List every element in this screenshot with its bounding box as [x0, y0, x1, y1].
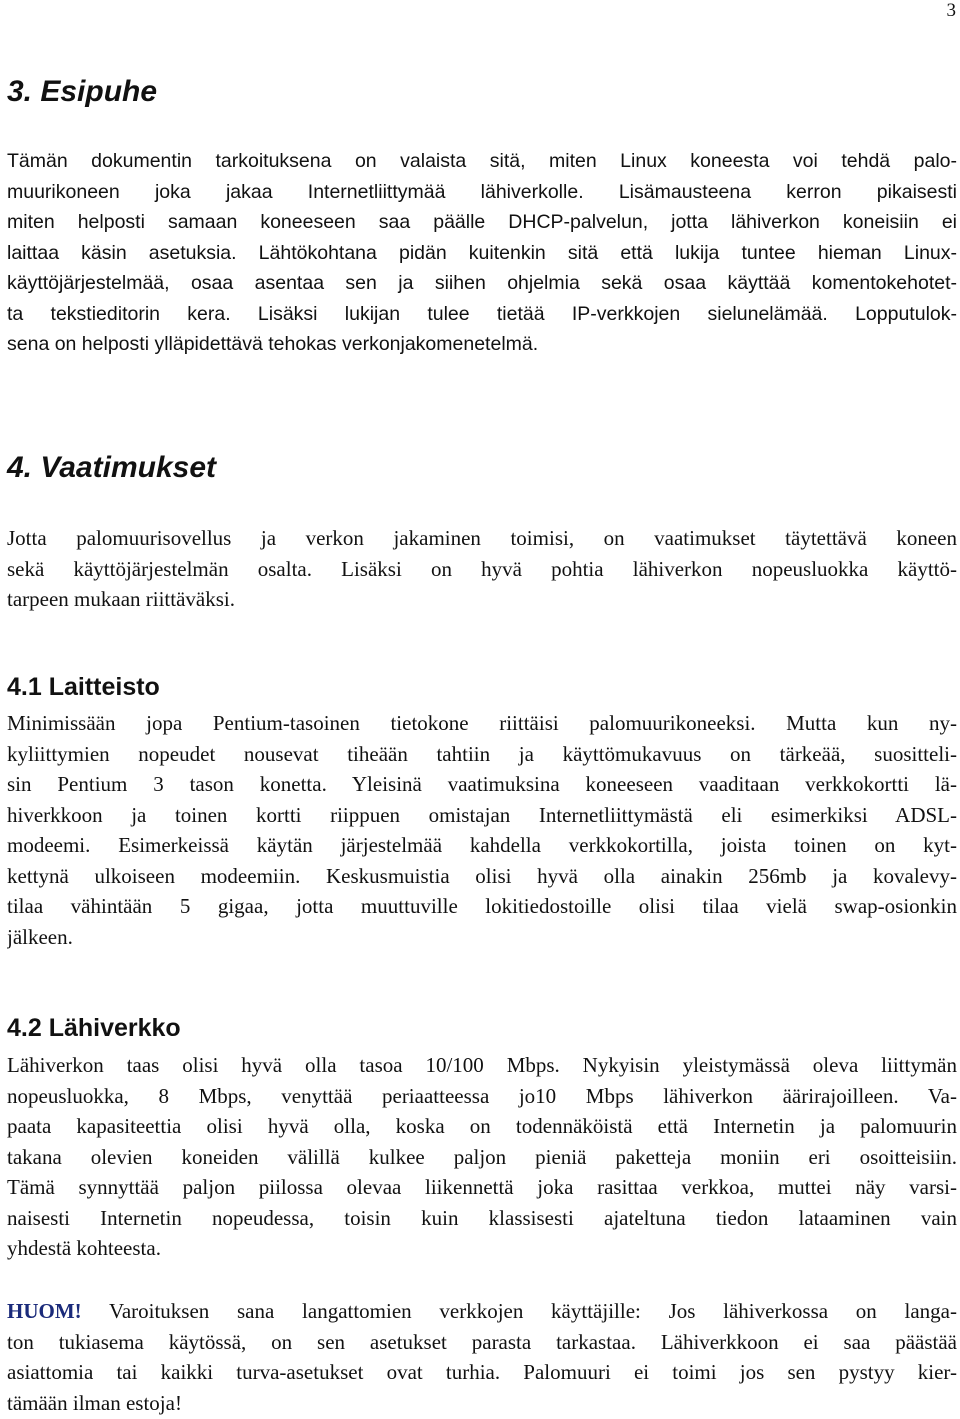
text-line: yhdestä kohteesta. [7, 1236, 161, 1260]
heading-esipuhe: 3. Esipuhe [7, 75, 158, 108]
text-line: Lähiverkon taas olisi hyvä olla tasoa 10/100 Mbps. Nykyisin yleistymässä oleva liittymän [7, 1053, 957, 1077]
warning-first-line-text: Varoituksen sana langattomien verkkojen käyttäjille: Jos lähiverkossa on langa- [81, 1299, 957, 1323]
paragraph-vaatimukset [7, 523, 957, 615]
text-line: miten helposti samaan koneeseen saa päälle DHCP-palvelun, jotta lähiverkon koneisiin ei [7, 211, 957, 233]
text-line: paata kapasiteettia olisi hyvä olla, koska on todennäköistä että Internetin ja palomuurin [7, 1114, 957, 1138]
text-line: Tämän dokumentin tarkoituksena on valaista sitä, miten Linux koneesta voi tehdä palo- [7, 150, 957, 172]
text-line: ton tukiasema käytössä, on sen asetukset parasta tarkastaa. Lähiverkkoon ei saa päästää [7, 1329, 957, 1354]
text-line: Minimissään jopa Pentium-tasoinen tietokone riittäisi palomuurikoneeksi. Mutta kun ny- [7, 711, 957, 735]
text-line: Tämä synnyttää paljon piilossa olevaa liikennettä joka rasittaa verkkoa, muttei näy varsi- [7, 1175, 957, 1199]
warning-paragraph [7, 1296, 957, 1418]
text-line: sin Pentium 3 tason konetta. Yleisinä vaatimuksina koneeseen vaaditaan verkkokortti lä- [7, 772, 957, 796]
text-line: naisesti Internetin nopeudessa, toisin kuin klassisesti ajateltuna tiedon lataaminen vain [7, 1205, 957, 1230]
text-line: kettynä ulkoiseen modeemiin. Keskusmuistia olisi hyvä olla ainakin 256mb ja kovalevy- [7, 863, 957, 888]
text-line: modeemi. Esimerkeissä käytän järjestelmää kahdella verkkokortilla, joista toinen on kyt- [7, 833, 957, 857]
warning-first-line [7, 1296, 957, 1327]
text-line: takana olevien koneiden välillä kulkee paljon pieniä paketteja moniin eri osoitteisiin. [7, 1144, 957, 1169]
paragraph-lahiverkko [7, 1050, 957, 1264]
text-line: laittaa käsin asetuksia. Lähtökohtana pidän kuitenkin sitä että lukija tuntee hieman Linux- [7, 241, 957, 264]
text-line: muurikoneen joka jakaa Internetliittymää lähiverkolle. Lisämausteena kerron pikaisesti [7, 180, 957, 203]
text-line: ta tekstieditorin kera. Lisäksi lukijan tulee tietää IP-verkkojen sielunelämää. Lopputulok- [7, 302, 957, 325]
text-line: tilaa vähintään 5 gigaa, jotta muuttuville lokitiedostoille olisi tilaa vielä swap-osionkin [7, 894, 957, 918]
page-number: 3 [946, 0, 956, 21]
text-line: jälkeen. [7, 924, 73, 949]
text-line: sena on helposti ylläpidettävä tehokas verkonjakomenetelmä. [7, 333, 539, 355]
text-line: sekä käyttöjärjestelmän osalta. Lisäksi on hyvä pohtia lähiverkon nopeusluokka käyttö- [7, 556, 957, 581]
paragraph-esipuhe [7, 146, 957, 360]
text-line: Jotta palomuurisovellus ja verkon jakaminen toimisi, on vaatimukset täytettävä koneen [7, 526, 957, 550]
text-line: nopeusluokka, 8 Mbps, venyttää periaatteessa jo10 Mbps lähiverkon äärirajoilleen. Va- [7, 1083, 957, 1108]
text-line: tarpeen mukaan riittäväksi. [7, 587, 235, 611]
text-line: kyliittymien nopeudet nousevat tiheään tahtiin ja käyttömukavuus on tärkeää, suositteli- [7, 741, 957, 766]
heading-laitteisto: 4.1 Laitteisto [7, 673, 160, 701]
paragraph-laitteisto [7, 708, 957, 952]
warning-label: HUOM! [7, 1299, 82, 1323]
text-line: asiattomia tai kaikki turva-asetukset ovat turhia. Palomuuri ei toimi jos sen pystyy kier- [7, 1360, 957, 1384]
heading-vaatimukset: 4. Vaatimukset [7, 451, 216, 484]
text-line: tämään ilman estoja! [7, 1390, 182, 1415]
text-line: hiverkkoon ja toinen kortti riippuen omistajan Internetliittymästä eli esimerkiksi ADSL- [7, 802, 957, 827]
heading-lahiverkko: 4.2 Lähiverkko [7, 1014, 181, 1042]
text-line: käyttöjärjestelmää, osaa asentaa sen ja siihen ohjelmia sekä osaa käyttää komentokehotet- [7, 272, 957, 294]
